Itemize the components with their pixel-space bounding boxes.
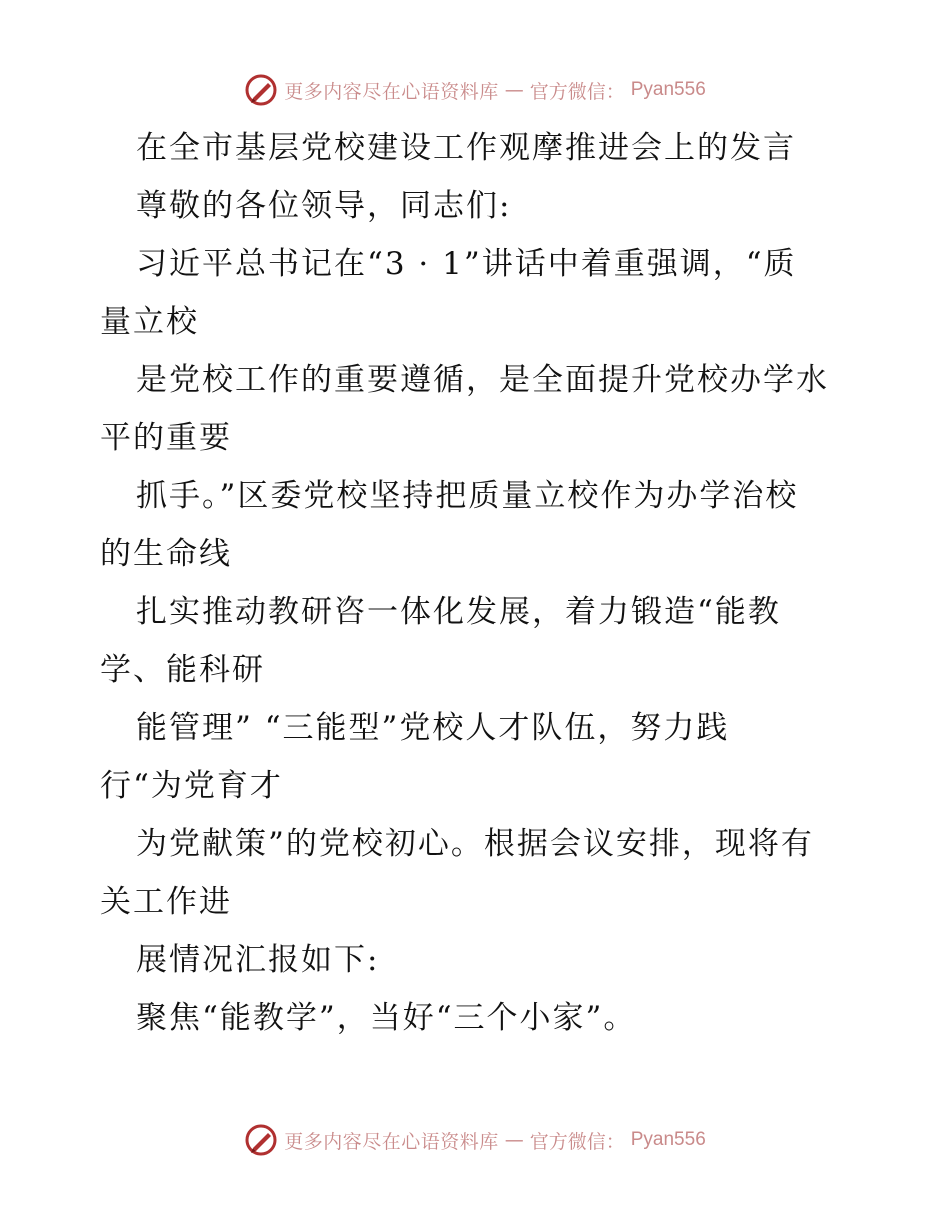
paragraph-line: 量立校 [100, 304, 199, 340]
paragraph-line: 的生命线 [100, 536, 232, 572]
section-heading: 聚焦“能教学”，当好“三个小家”。 [136, 1000, 637, 1036]
watermark-dash: — [504, 1129, 524, 1151]
paragraph-line: 行“为党育才 [100, 768, 283, 804]
salutation: 尊敬的各位领导，同志们: [136, 188, 512, 224]
watermark-dash: — [504, 79, 524, 101]
pen-logo-icon [244, 73, 278, 107]
paragraph-line: 是党校工作的重要遵循，是全面提升党校办学水 [136, 362, 829, 398]
paragraph-line: 扎实推动教研咨一体化发展，着力锻造“能教 [136, 594, 781, 630]
watermark-suffix: 官方微信： [529, 1130, 625, 1153]
watermark-text: 更多内容尽在心语资料库 [284, 1130, 499, 1153]
paragraph-line: 为党献策”的党校初心。根据会议安排，现将有 [136, 826, 814, 862]
watermark-header [0, 70, 950, 110]
watermark-id: Pyan556 [630, 79, 706, 100]
watermark-footer [0, 1120, 950, 1160]
watermark-suffix: 官方微信： [529, 80, 625, 103]
paragraph-line: 展情况汇报如下: [136, 942, 380, 978]
paragraph-line: 能管理” “三能型”党校人才队伍，努力践 [136, 710, 730, 746]
paragraph-line: 抓手。”区委党校坚持把质量立校作为办学治校 [136, 478, 799, 514]
watermark-id: Pyan556 [630, 1129, 706, 1150]
paragraph-line: 关工作进 [100, 884, 232, 920]
watermark-text: 更多内容尽在心语资料库 [284, 80, 499, 103]
paragraph-line: 平的重要 [100, 420, 232, 456]
document-title: 在全市基层党校建设工作观摩推进会上的发言 [136, 130, 796, 166]
pen-logo-icon [244, 1123, 278, 1157]
paragraph-line: 习近平总书记在“3 · 1”讲话中着重强调，“质 [136, 246, 797, 282]
paragraph-line: 学、能科研 [100, 652, 265, 688]
